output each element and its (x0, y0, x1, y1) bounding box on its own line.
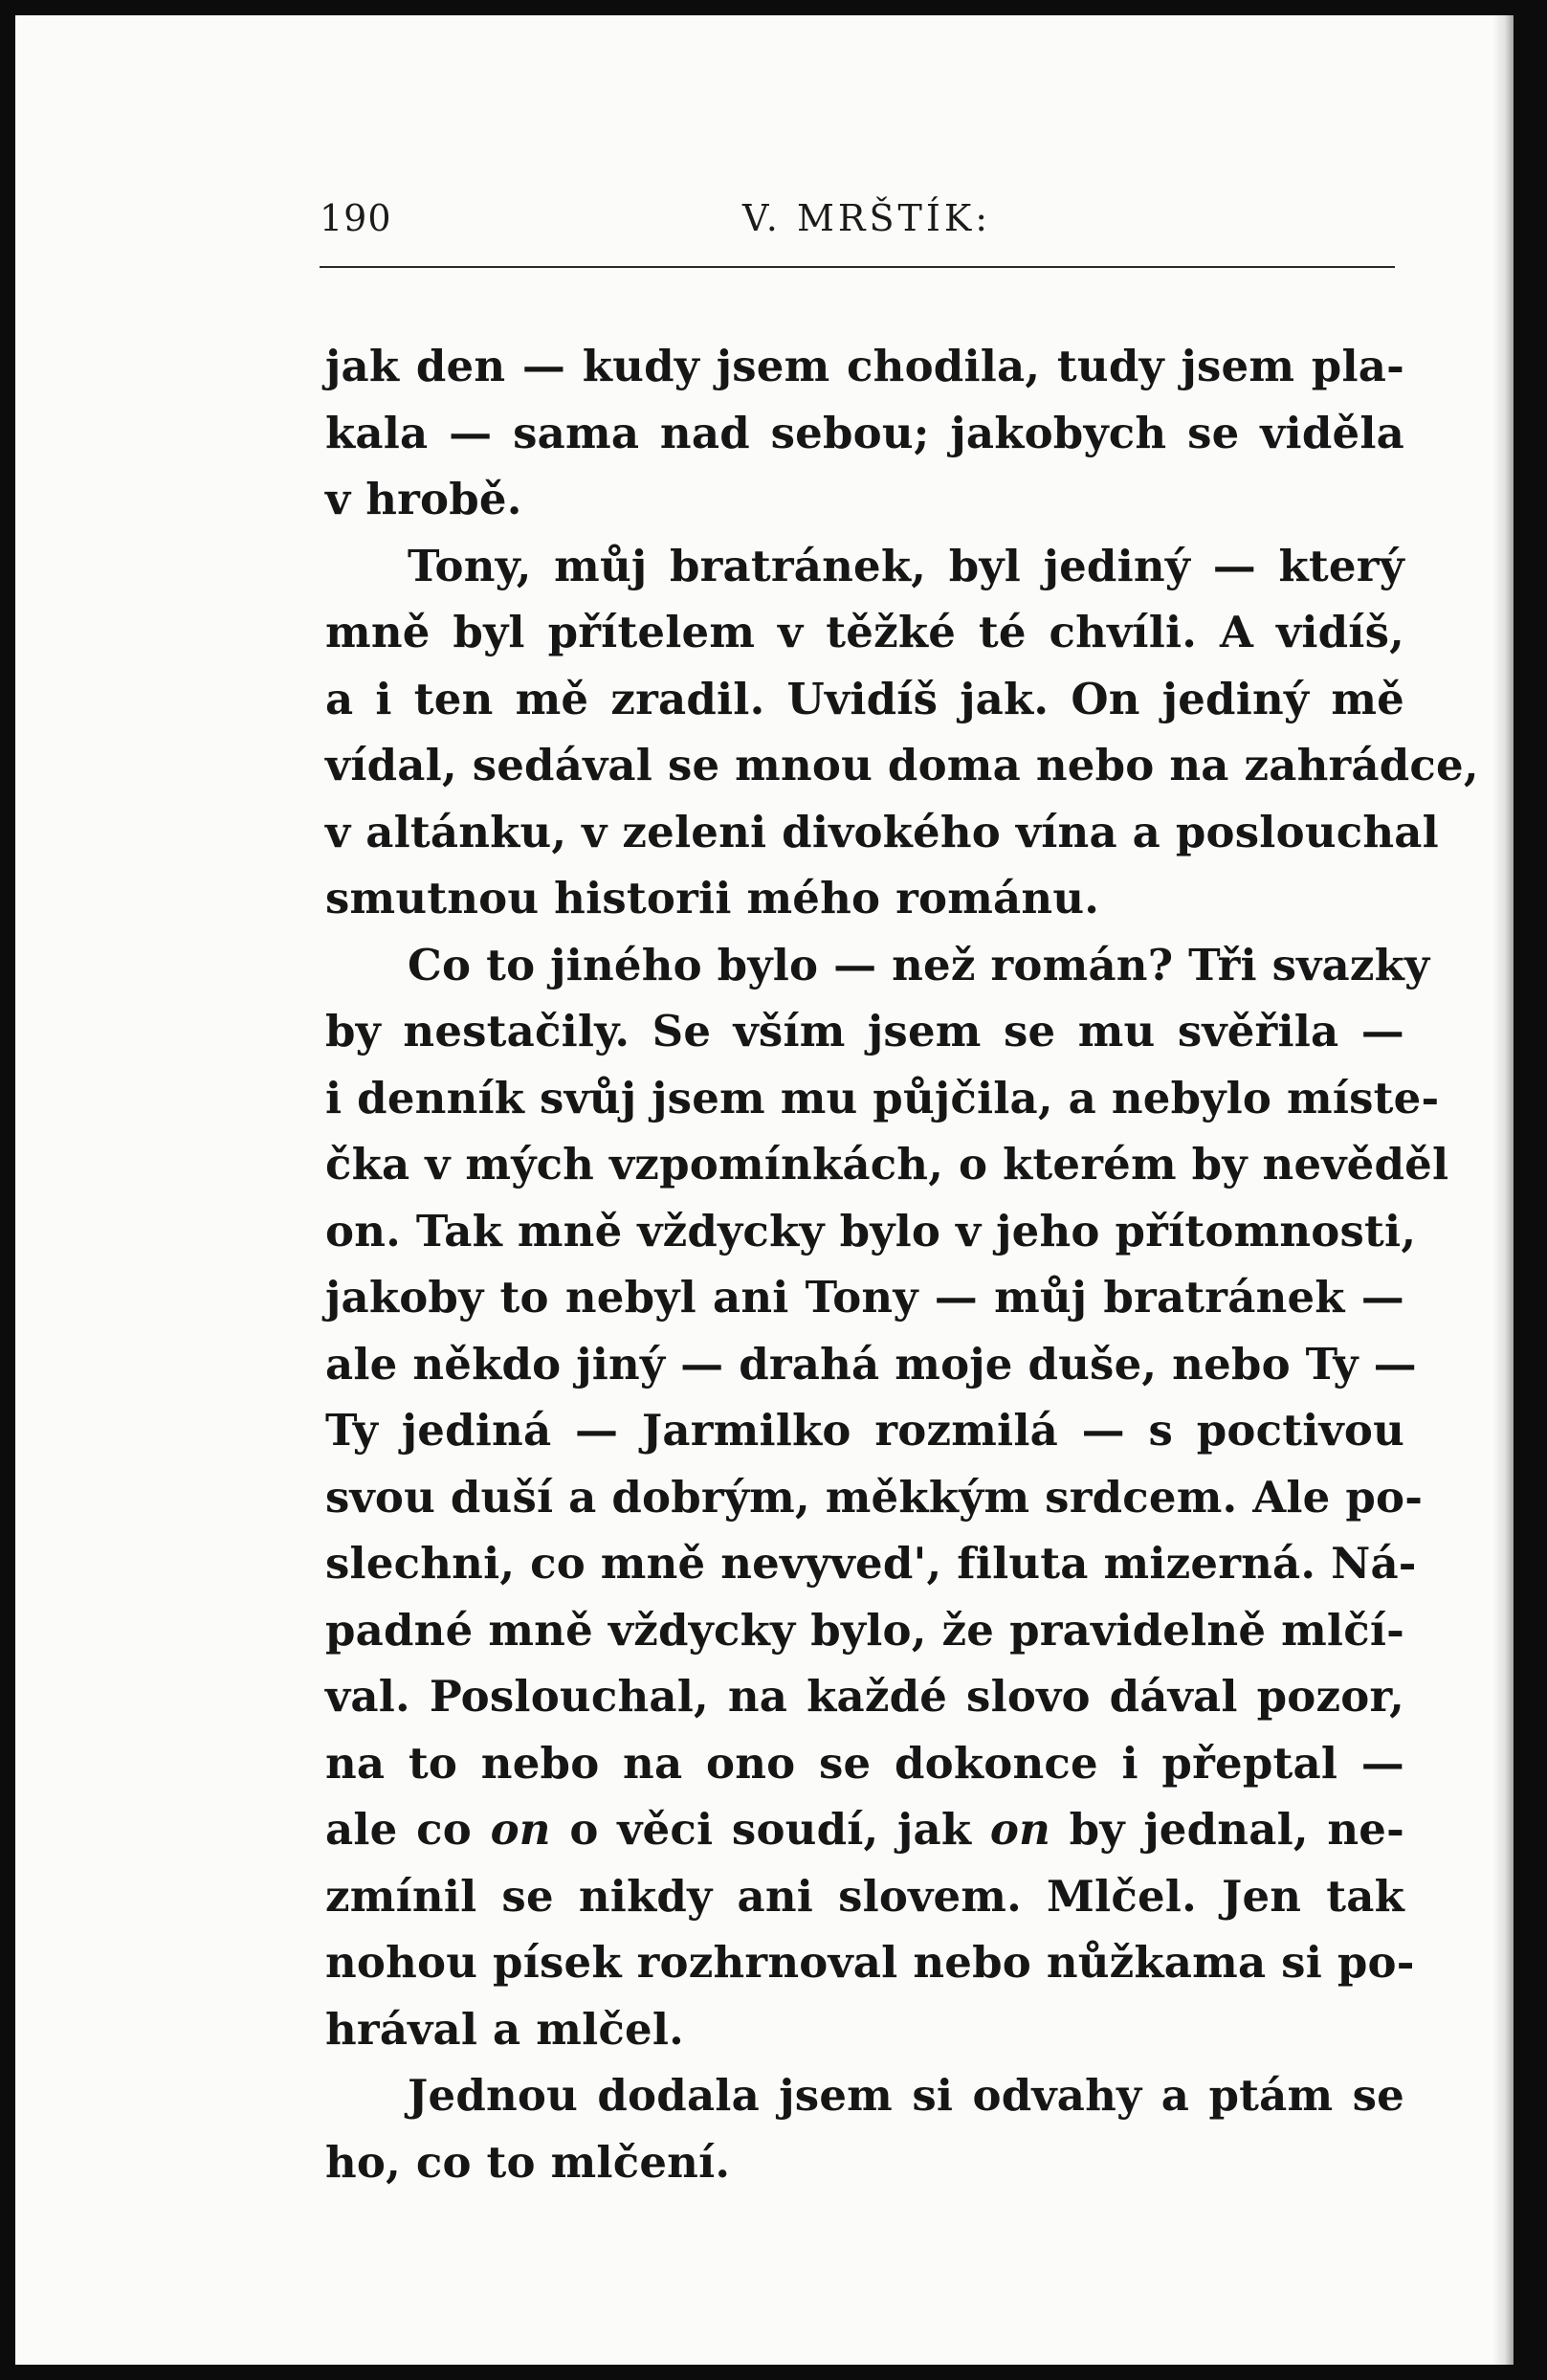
line-segment: o věci soudí, jak (550, 1804, 990, 1855)
text-line: v hrobě. (325, 474, 522, 524)
text-line: jak den — kudy jsem chodila, tudy jsem pla- (325, 341, 1404, 391)
text-line: kala — sama nad sebou; jakobych se viděla (325, 407, 1404, 458)
text-line: on. Tak mně vždycky bylo v jeho přítomnosti, (325, 1205, 1417, 1257)
page-header (320, 197, 1395, 264)
body-text (325, 333, 1479, 2195)
text-line: Jednou dodala jsem si odvahy a ptám se (408, 2070, 1404, 2121)
text-line-with-italics (325, 1796, 1404, 1863)
page-edge-shadow (1492, 15, 1514, 2365)
text-line: ale někdo jiný — drahá moje duše, nebo Ty — (325, 1338, 1417, 1390)
line-segment: ale co (325, 1804, 491, 1855)
text-line: Tony, můj bratránek, byl jediný — který (408, 540, 1404, 591)
page-number: 190 (320, 197, 392, 239)
text-line: smutnou historii mého románu. (325, 873, 1100, 923)
italic-word: on (989, 1804, 1051, 1855)
italic-word: on (490, 1804, 551, 1855)
text-line: val. Poslouchal, na každé slovo dával pozor, (325, 1671, 1404, 1722)
text-line: svou duší a dobrým, měkkým srdcem. Ale po- (325, 1471, 1424, 1523)
text-line: nohou písek rozhrnoval nebo nůžkama si po- (325, 1937, 1415, 1988)
text-line: jakoby to nebyl ani Tony — můj bratránek — (325, 1272, 1404, 1323)
text-line: hrával a mlčel. (325, 2003, 684, 2055)
text-line: Co to jiného bylo — než román? Tři svazky (408, 939, 1430, 990)
text-line: mně byl přítelem v těžké té chvíli. A vidíš, (325, 607, 1404, 657)
book-page (15, 15, 1514, 2365)
text-line: a i ten mě zradil. Uvidíš jak. On jediný mě (325, 673, 1404, 724)
text-line: na to nebo na ono se dokonce i přeptal — (325, 1737, 1404, 1789)
text-line: slechni, co mně nevyved', filuta mizerná. Ná- (325, 1538, 1417, 1589)
header-rule (320, 266, 1395, 268)
text-line: v altánku, v zeleni divokého vína a poslouchal (325, 806, 1439, 857)
text-line: ho, co to mlčení. (325, 2136, 731, 2188)
line-segment: by jednal, ne- (1050, 1804, 1405, 1855)
text-line: by nestačily. Se vším jsem se mu svěřila — (325, 1006, 1404, 1057)
text-line: Ty jediná — Jarmilko rozmilá — s poctivou (325, 1405, 1404, 1456)
text-line: padné mně vždycky bylo, že pravidelně mlčí- (325, 1604, 1404, 1656)
text-line: i denník svůj jsem mu půjčila, a nebylo míste- (325, 1072, 1440, 1123)
text-line: vídal, sedával se mnou doma nebo na zahrádce, (325, 740, 1479, 790)
text-line: čka v mých vzpomínkách, o kterém by nevěděl (325, 1139, 1449, 1190)
text-line: zmínil se nikdy ani slovem. Mlčel. Jen tak (325, 1870, 1404, 1922)
running-head: V. MRŠTÍK: (742, 197, 992, 239)
